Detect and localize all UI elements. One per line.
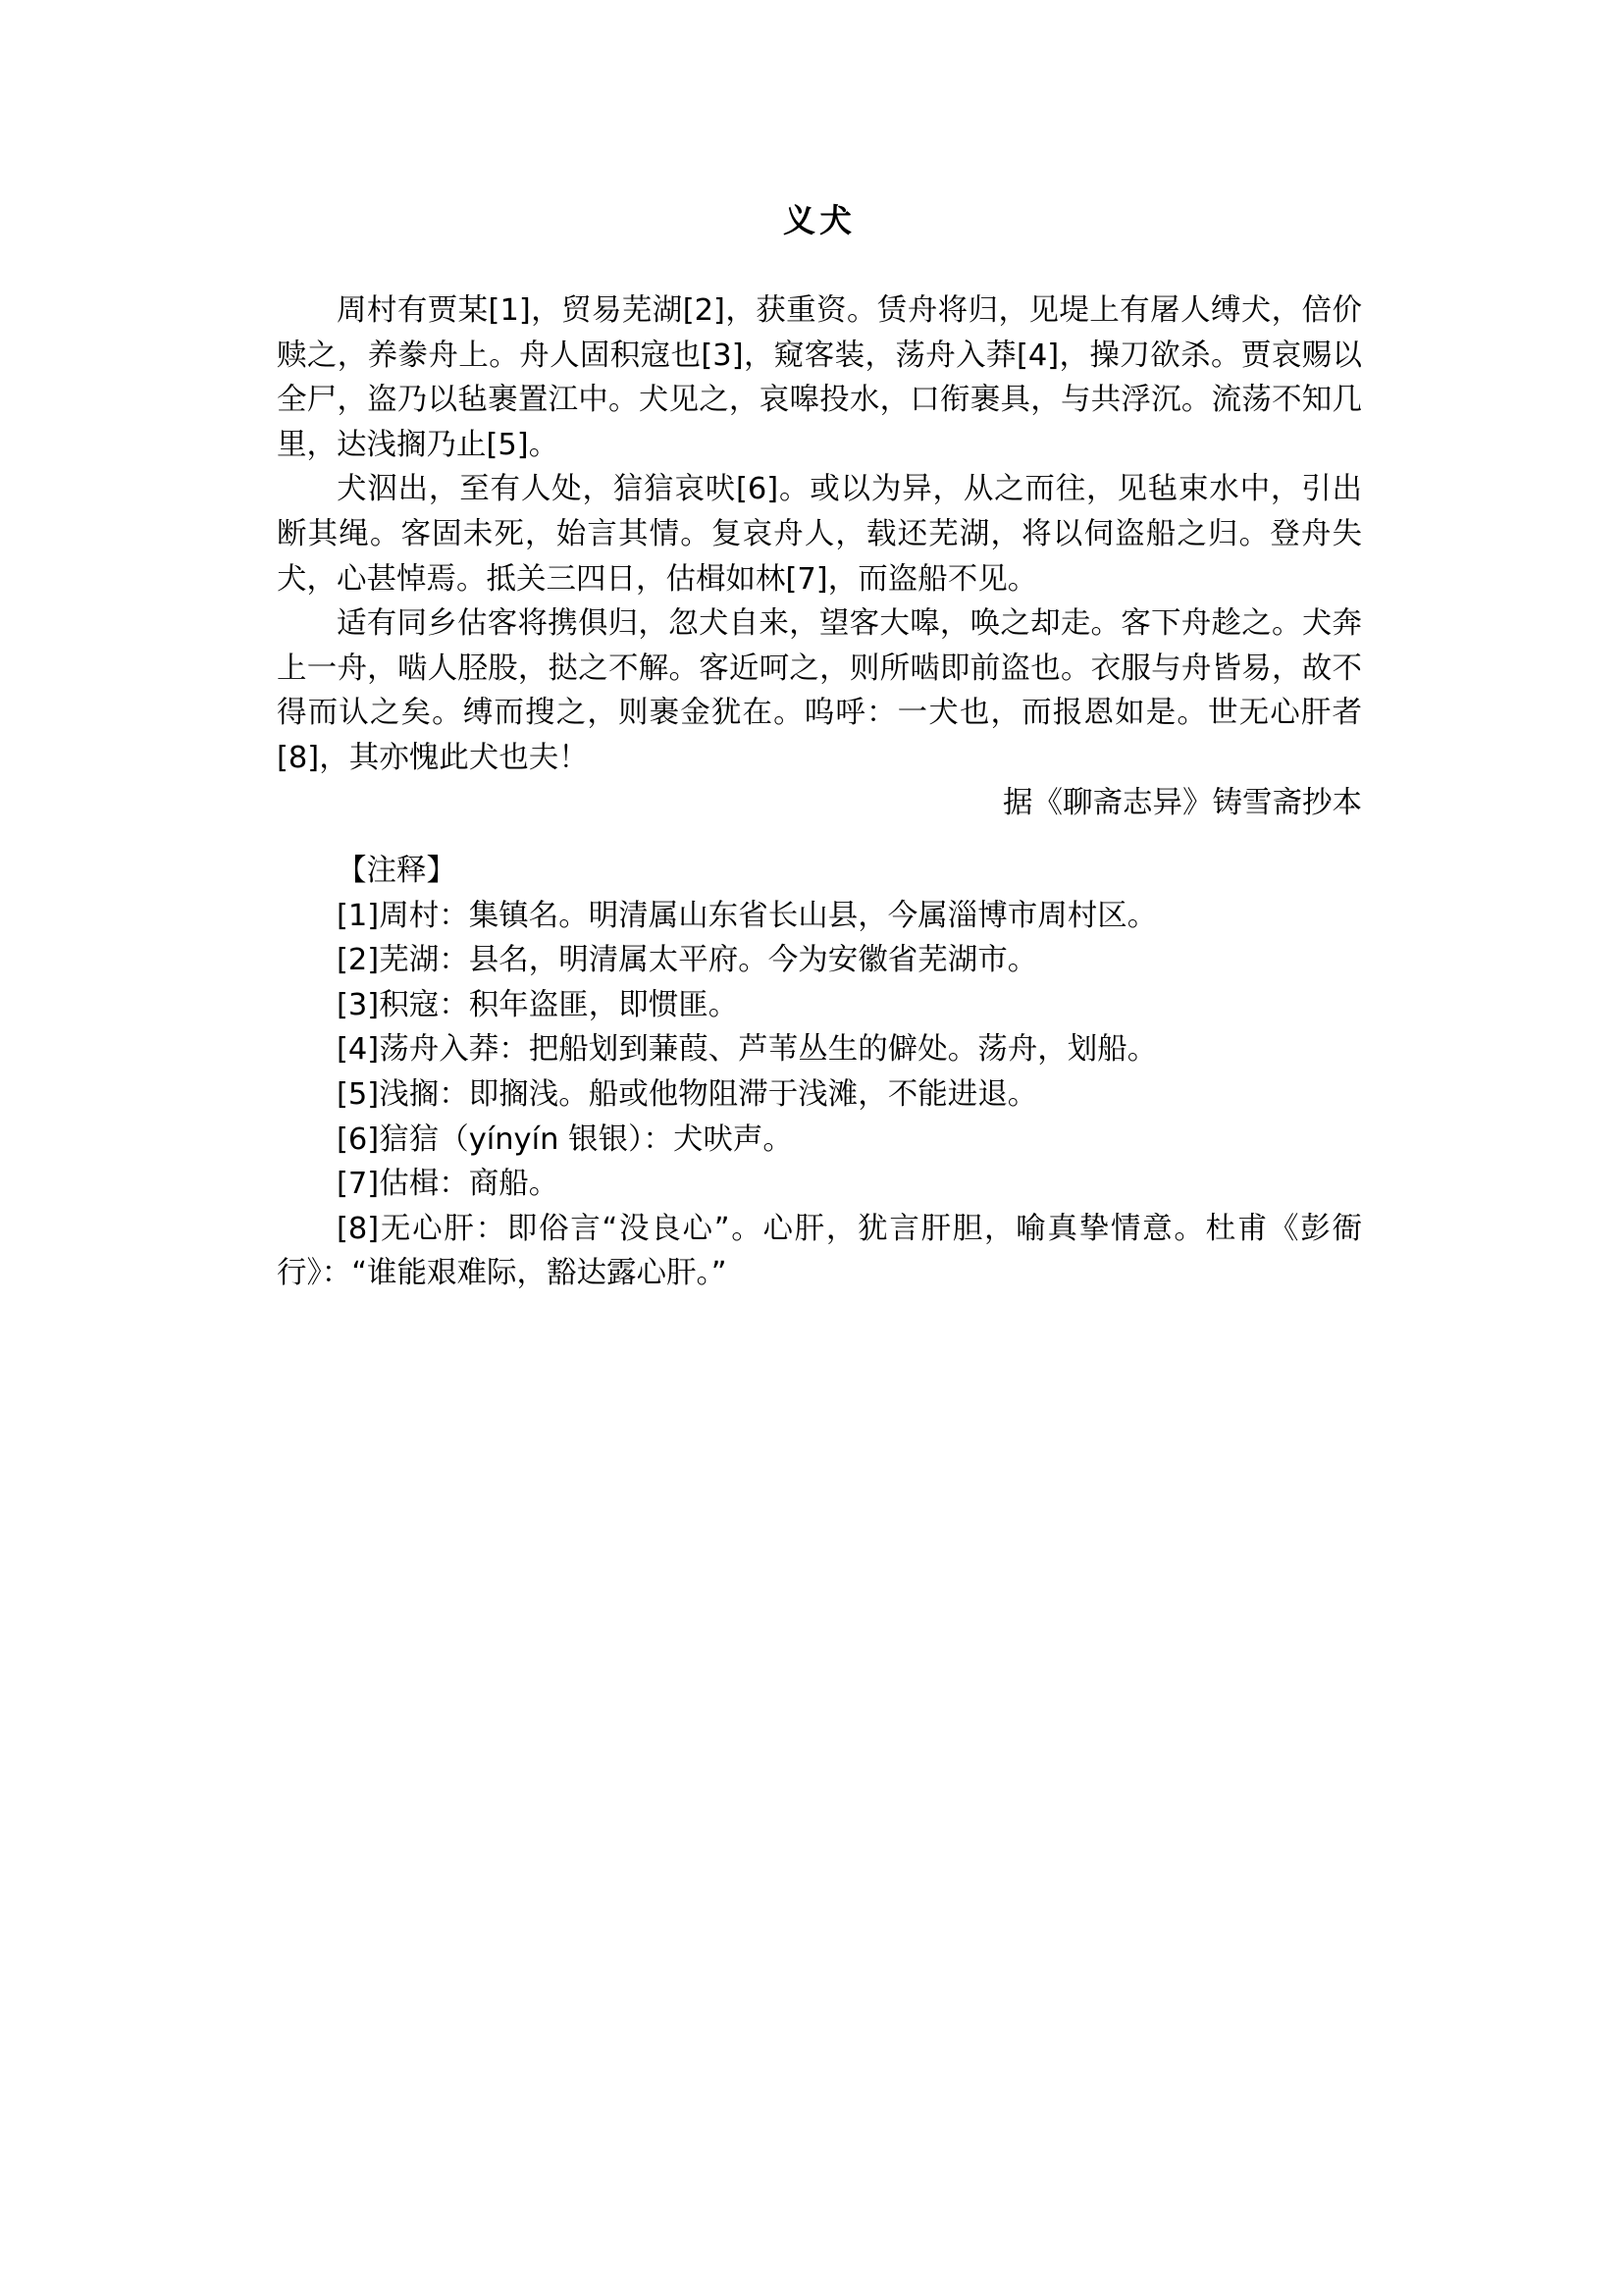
note-item: [8]无心肝：即俗言“没良心”。心肝，犹言肝胆，喻真挚情意。杜甫《彭衙行》：“谁能艰难际，豁达露心肝。” (277, 1211, 1362, 1291)
note-item: [1]周村：集镇名。明清属山东省长山县，今属淄博市周村区。 (337, 898, 1158, 933)
note-item: [2]芜湖：县名，明清属太平府。今为安徽省芜湖市。 (337, 943, 1038, 978)
note-item: [5]浅搁：即搁浅。船或他物阻滞于浅滩，不能进退。 (337, 1076, 1038, 1112)
note-item: [7]估楫：商船。 (337, 1167, 559, 1202)
notes-heading: 【注释】 (337, 854, 456, 888)
note-item: [4]荡舟入莽：把船划到蒹葭、芦苇丛生的僻处。荡舟，划船。 (337, 1032, 1158, 1068)
document-body (277, 288, 1362, 825)
body-paragraph-3: 适有同乡估客将携俱归，忽犬自来，望客大嗥，唤之却走。客下舟趁之。犬奔上一舟，啮人胫股，挞之不解。客近呵之，则所啮即前盗也。衣服与舟皆易，故不得而认之矣。缚而搜之，则裹金犹在。呜呼：一犬也，而报恩如是。世无心肝者[8]，其亦愧此犬也夫！ (277, 606, 1362, 775)
body-paragraph-2: 犬泅出，至有人处，狺狺哀吠[6]。或以为异，从之而往，见毡束水中，引出断其绳。客固未死，始言其情。复哀舟人，载还芜湖，将以伺盗船之归。登舟失犬，心甚悼焉。抵关三四日，估楫如林[7]，而盗船不见。 (277, 472, 1362, 597)
source-citation: 据《聊斋志异》铸雪斋抄本 (1003, 785, 1362, 820)
document-title: 义犬 (783, 201, 856, 239)
note-item: [6]狺狺（yínyín 银银）：犬吠声。 (337, 1121, 793, 1157)
notes-section (277, 849, 1362, 1296)
note-item: [3]积寇：积年盗匪，即惯匪。 (337, 987, 739, 1022)
body-paragraph-1: 周村有贾某[1]，贸易芜湖[2]，获重资。赁舟将归，见堤上有屠人缚犬，倍价赎之，养豢舟上。舟人固积寇也[3]，窥客装，荡舟入莽[4]，操刀欲杀。贾哀赐以全尸，盗乃以毡裹置江中。犬见之，哀嗥投水，口衔裹具，与共浮沉。流荡不知几里，达浅搁乃止[5]。 (277, 293, 1362, 462)
